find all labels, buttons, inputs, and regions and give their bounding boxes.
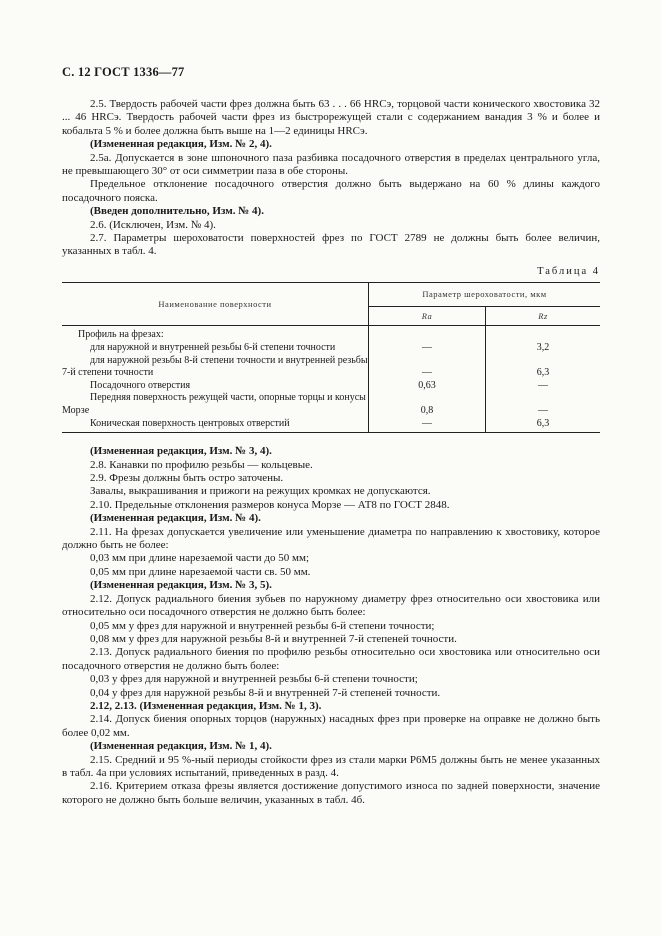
cell-name: для наружной резьбы 8-й степени точности и внутренней резьбы 7-й степени точности [62, 354, 368, 379]
para-2-5a: 2.5а. Допускается в зоне шпоночного паза разбивка посадочного отверстия в пределах центрального угла, не превышающего 30° от оси симметрии паза в обе стороны. [62, 151, 600, 178]
para-2-9: 2.9. Фрезы должны быть остро заточены. [90, 472, 284, 485]
roughness-table [62, 282, 600, 433]
added-note: (Введен дополнительно, Изм. № 4). [90, 205, 264, 218]
para-2-14: 2.14. Допуск биения опорных торцов (наружных) насадных фрез при проверке на оправке не должно быть более 0,02 мм. [62, 713, 600, 739]
amendment-note: (Измененная редакция, Изм. № 3, 4). [90, 445, 272, 458]
amendment-note: (Измененная редакция, Изм. № 4). [90, 512, 261, 525]
para-item: 0,03 мм при длине нарезаемой части до 50 мм; [90, 552, 309, 565]
cell-ra: 0,63 [369, 380, 486, 393]
para-2-10: 2.10. Предельные отклонения размеров конуса Морзе — АТ8 по ГОСТ 2848. [90, 498, 450, 511]
para-item: 0,03 у фрез для наружной и внутренней резьбы 6-й степени точности; [90, 673, 418, 686]
cell-rz: 3,2 [536, 342, 550, 354]
cell-rz: — [538, 405, 548, 417]
cell-name: Профиль на фрезах: [62, 326, 369, 342]
para-2-8: 2.8. Канавки по профилю резьбы — кольцевые. [90, 458, 313, 471]
para-2-13: 2.13. Допуск радиального биения по профилю резьбы относительно оси хвостовика или относительно оси посадочного отверстия не должно быть более: [62, 646, 600, 672]
table-row [62, 418, 600, 433]
para-2-11: 2.11. На фрезах допускается увеличение или уменьшение диаметра по направлению к хвостовику, которое должно быть не более: [62, 525, 600, 552]
cell-rz: 6,3 [536, 367, 550, 379]
para-defects: Завалы, выкрашивания и прижоги на режущих кромках не допускаются. [90, 485, 431, 498]
table-row [62, 392, 600, 417]
cell-ra: — [369, 355, 486, 380]
table-row [62, 380, 600, 393]
cell-ra [369, 326, 486, 342]
para-2-6: 2.6. (Исключен, Изм. № 4). [90, 218, 216, 231]
cell-name: Передняя поверхность режущей части, опорные торцы и конусы Морзе [62, 392, 369, 417]
table-caption: Таблица 4 [537, 265, 600, 277]
amendment-note: 2.12, 2.13. (Измененная редакция, Изм. № 1, 3). [90, 699, 322, 712]
cell-rz: 6,3 [486, 418, 601, 433]
cell-ra: — [369, 418, 486, 433]
para-item: 0,04 у фрез для наружной резьбы 8-й и внутренней 7-й степеней точности. [90, 686, 441, 699]
para-item: 0,05 мм при длине нарезаемой части св. 50 мм. [90, 565, 311, 578]
table-row [62, 355, 600, 380]
page-header: С. 12 ГОСТ 1336—77 [62, 65, 185, 79]
cell-rz: — [538, 379, 548, 391]
para-2-16: 2.16. Критерием отказа фрезы является достижение допустимого износа по задней поверхности, значение которого не должно быть больше величин, указанных в табл. 4б. [62, 780, 600, 806]
header-ra: Ra [369, 306, 486, 326]
para-2-15: 2.15. Средний и 95 %-ный периоды стойкости фрез из стали марки Р6М5 должны быть не менее указанных в табл. 4а при условиях испытаний, приведенных в разд. 4. [62, 753, 600, 779]
cell-name: Коническая поверхность центровых отверстий [62, 418, 369, 433]
amendment-note: (Измененная редакция, Изм. № 3, 5). [90, 579, 272, 592]
para-tolerance: Предельное отклонение посадочного отверстия должно быть выдержано на 60 % длины каждого посадочного пояска. [62, 178, 600, 204]
table-row [62, 342, 600, 355]
header-surface: Наименование поверхности [62, 283, 369, 326]
header-rz: Rz [486, 306, 601, 326]
para-2-12: 2.12. Допуск радиального биения зубьев по наружному диаметру фрез относительно оси хвостовика или относительно оси посадочного отверстия не должно быть более: [62, 592, 600, 619]
para-item: 0,08 мм у фрез для наружной резьбы 8-й и внутренней 7-й степеней точности. [90, 632, 457, 645]
para-2-5: 2.5. Твердость рабочей части фрез должна быть 63 . . . 66 HRCэ, торцовой части конического хвостовика 32 ... 46 HRCэ. Твердость рабочей части фрез из быстрорежущей стали с содержанием ванадия 3 % и более и кобальта 5 % и более должна быть выше на 1—2 единицы HRCэ. [62, 98, 600, 137]
para-2-7: 2.7. Параметры шероховатости поверхностей фрез по ГОСТ 2789 не должны быть более величин, указанных в табл. 4. [62, 232, 600, 258]
cell-ra: — [369, 342, 486, 355]
amendment-note: (Измененная редакция, Изм. № 2, 4). [90, 138, 272, 151]
table-row [62, 326, 600, 342]
para-item: 0,05 мм у фрез для наружной и внутренней резьбы 6-й степени точности; [90, 619, 435, 632]
amendment-note: (Измененная редакция, Изм. № 1, 4). [90, 740, 272, 753]
cell-ra: 0,8 [369, 392, 486, 417]
cell-name: Посадочного отверстия [62, 380, 369, 393]
header-param: Параметр шероховатости, мкм [369, 283, 601, 307]
cell-name: для наружной и внутренней резьбы 6-й степени точности [62, 342, 369, 355]
cell-rz [486, 326, 601, 342]
section-top [62, 98, 600, 807]
